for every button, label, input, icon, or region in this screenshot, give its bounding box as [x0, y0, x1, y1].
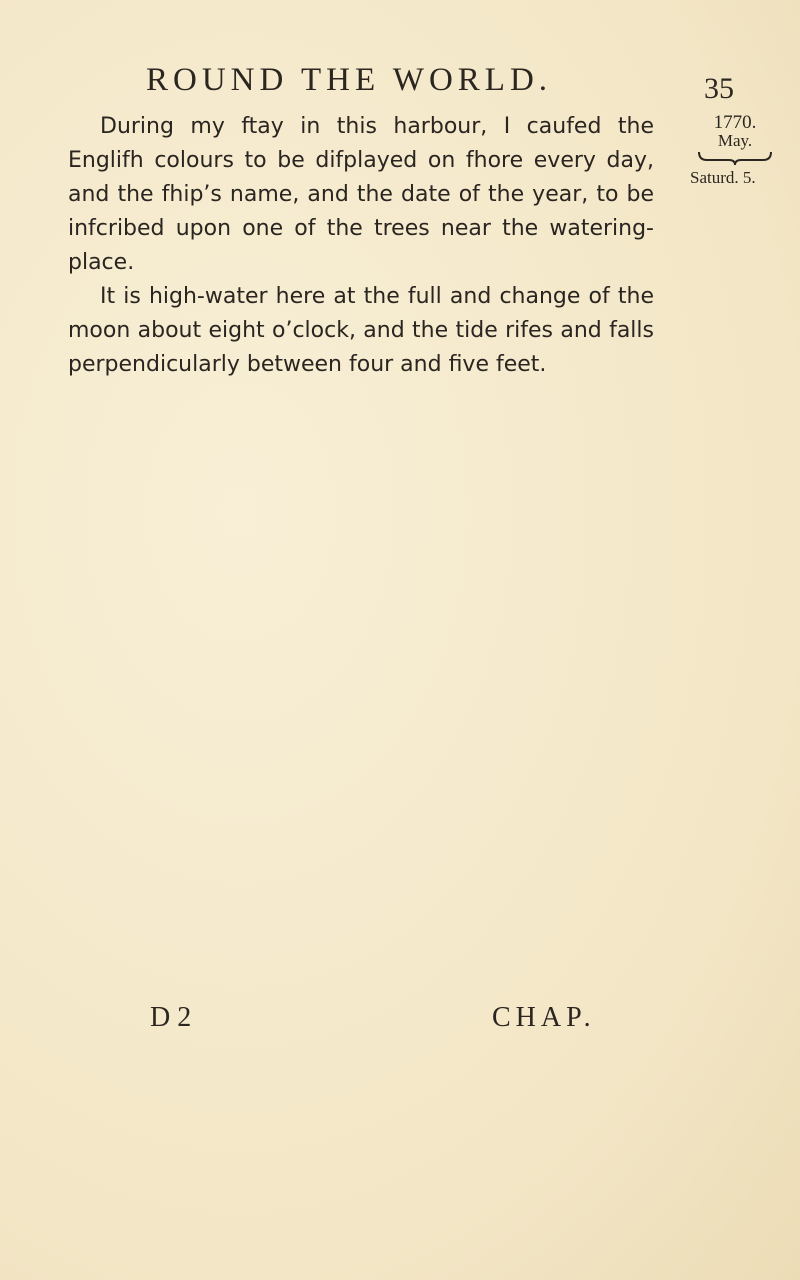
signature-mark: D 2 [150, 1002, 192, 1033]
margin-note-year: 1770. [713, 112, 757, 133]
body-text [68, 110, 654, 382]
margin-note-day: Saturd. 5. [690, 168, 756, 187]
page-number: 35 [704, 72, 734, 105]
paragraph: It is high-water here at the full and change of the moon about eight o’clock, and the tide rifes and falls perpendicularly between four and five feet. [68, 284, 654, 377]
brace-icon [697, 150, 773, 166]
catchword: CHAP. [492, 1002, 596, 1033]
margin-note-month: May. [717, 131, 753, 150]
running-title: ROUND THE WORLD. [146, 62, 553, 98]
margin-note [690, 112, 780, 188]
paragraph: During my ftay in this harbour, I caufed the Englifh colours to be difplayed on fhore every day, and the fhip’s name, and the date of the year, to be infcribed upon one of the trees near the watering-place. [68, 114, 654, 275]
